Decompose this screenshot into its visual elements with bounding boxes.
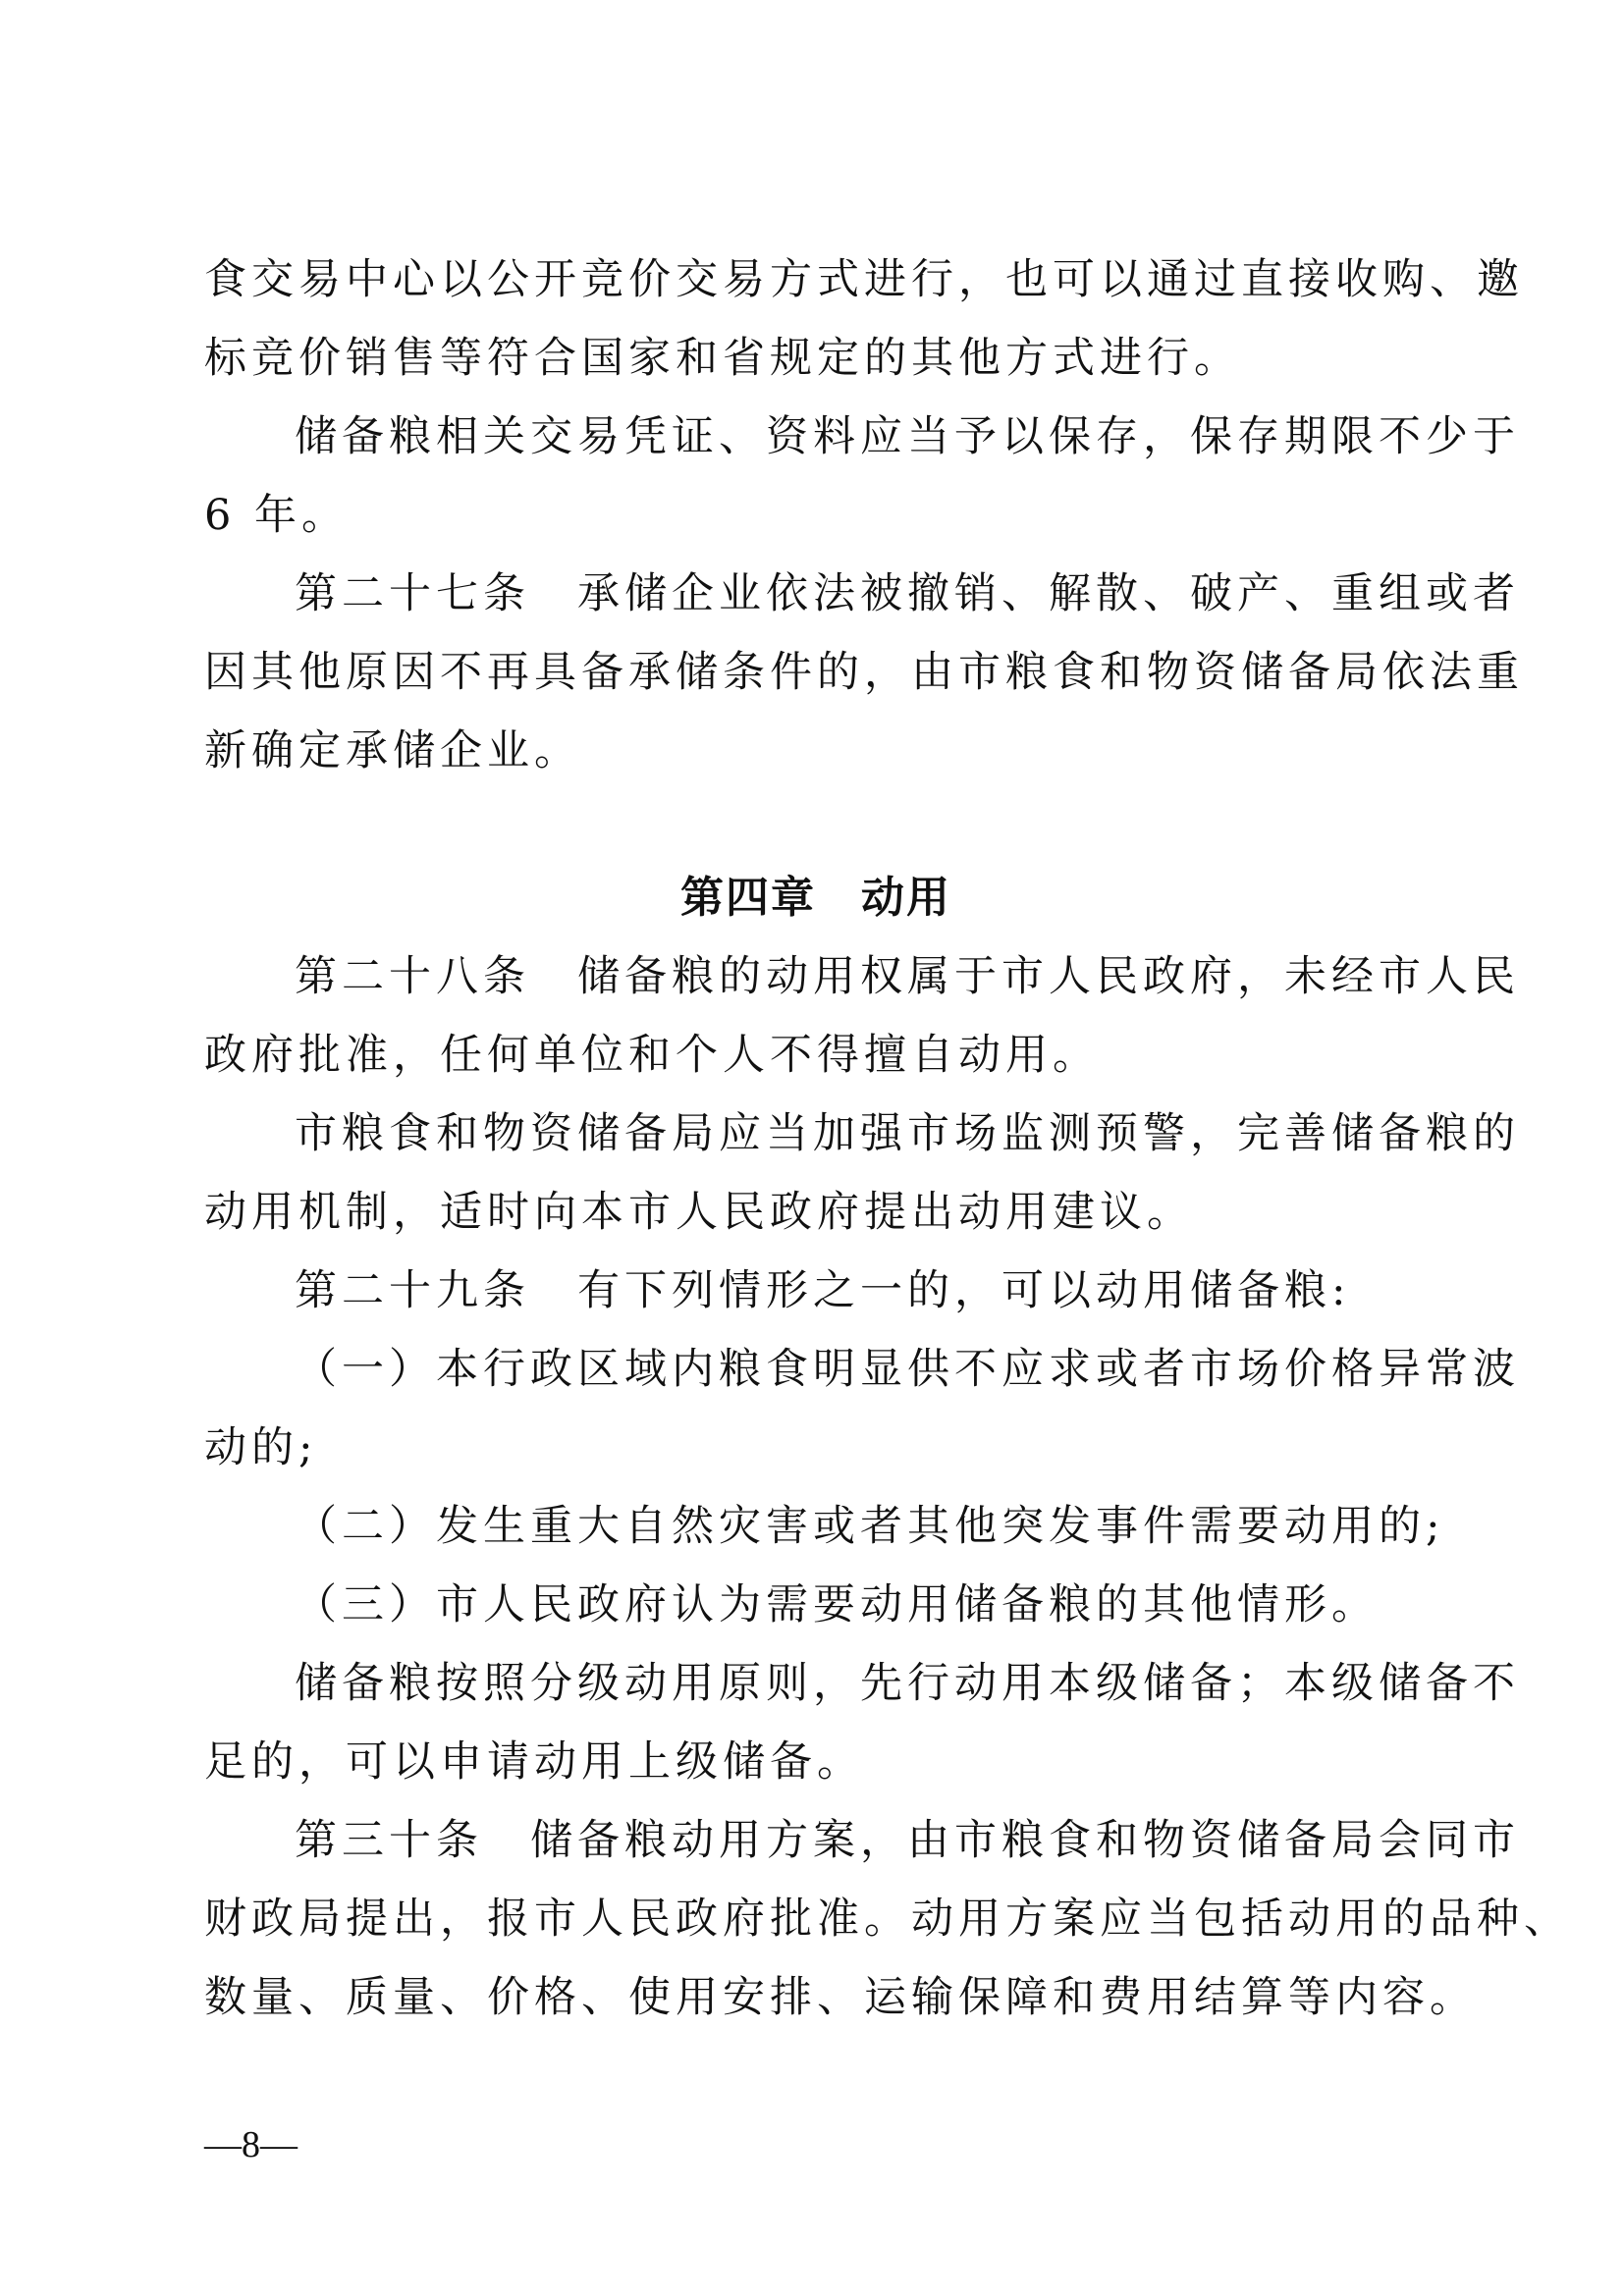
section-spacer (204, 790, 1428, 859)
article-27-line: 第二十七条 承储企业依法被撤销、解散、破产、重组或者 (295, 569, 1520, 618)
document-body (204, 240, 1571, 2037)
paragraph-line: 足的，可以申请动用上级储备。 (204, 1737, 864, 1787)
page-number: —8— (204, 2124, 298, 2165)
paragraph-line: 动用机制，适时向本市人民政府提出动用建议。 (204, 1188, 1194, 1237)
paragraph-line: 6 年。 (204, 491, 350, 540)
article-29-line: 第二十九条 有下列情形之一的，可以动用储备粮: (295, 1266, 1351, 1315)
paragraph-line: 储备粮按照分级动用原则，先行动用本级储备；本级储备不 (295, 1659, 1520, 1708)
paragraph-line: 数量、质量、价格、使用安排、运输保障和费用结算等内容。 (204, 1973, 1477, 2022)
paragraph-line: 政府批准，任何单位和个人不得擅自动用。 (204, 1031, 1100, 1080)
paragraph-line: 食交易中心以公开竞价交易方式进行，也可以通过直接收购、邀 (204, 255, 1524, 304)
list-item-2: （二）发生重大自然灾害或者其他突发事件需要动用的; (295, 1502, 1445, 1551)
paragraph-line: 动的; (204, 1423, 318, 1472)
paragraph-line: 储备粮相关交易凭证、资料应当予以保存，保存期限不少于 (295, 412, 1520, 461)
article-28-line: 第二十八条 储备粮的动用权属于市人民政府，未经市人民 (295, 952, 1520, 1001)
paragraph-line: 新确定承储企业。 (204, 726, 581, 775)
list-item-1: （一）本行政区域内粮食明显供不应求或者市场价格异常波 (295, 1345, 1520, 1394)
paragraph-line: 财政局提出，报市人民政府批准。动用方案应当包括动用的品种、 (204, 1895, 1571, 1944)
paragraph-line: 因其他原因不再具备承储条件的，由市粮食和物资储备局依法重 (204, 648, 1524, 697)
list-item-3: （三）市人民政府认为需要动用储备粮的其他情形。 (295, 1580, 1379, 1629)
paragraph-line: 标竞价销售等符合国家和省规定的其他方式进行。 (204, 334, 1241, 383)
chapter-heading: 第四章 动用 (680, 873, 951, 923)
paragraph-line: 市粮食和物资储备局应当加强市场监测预警，完善储备粮的 (295, 1109, 1520, 1158)
article-30-line: 第三十条 储备粮动用方案，由市粮食和物资储备局会同市 (295, 1816, 1520, 1865)
